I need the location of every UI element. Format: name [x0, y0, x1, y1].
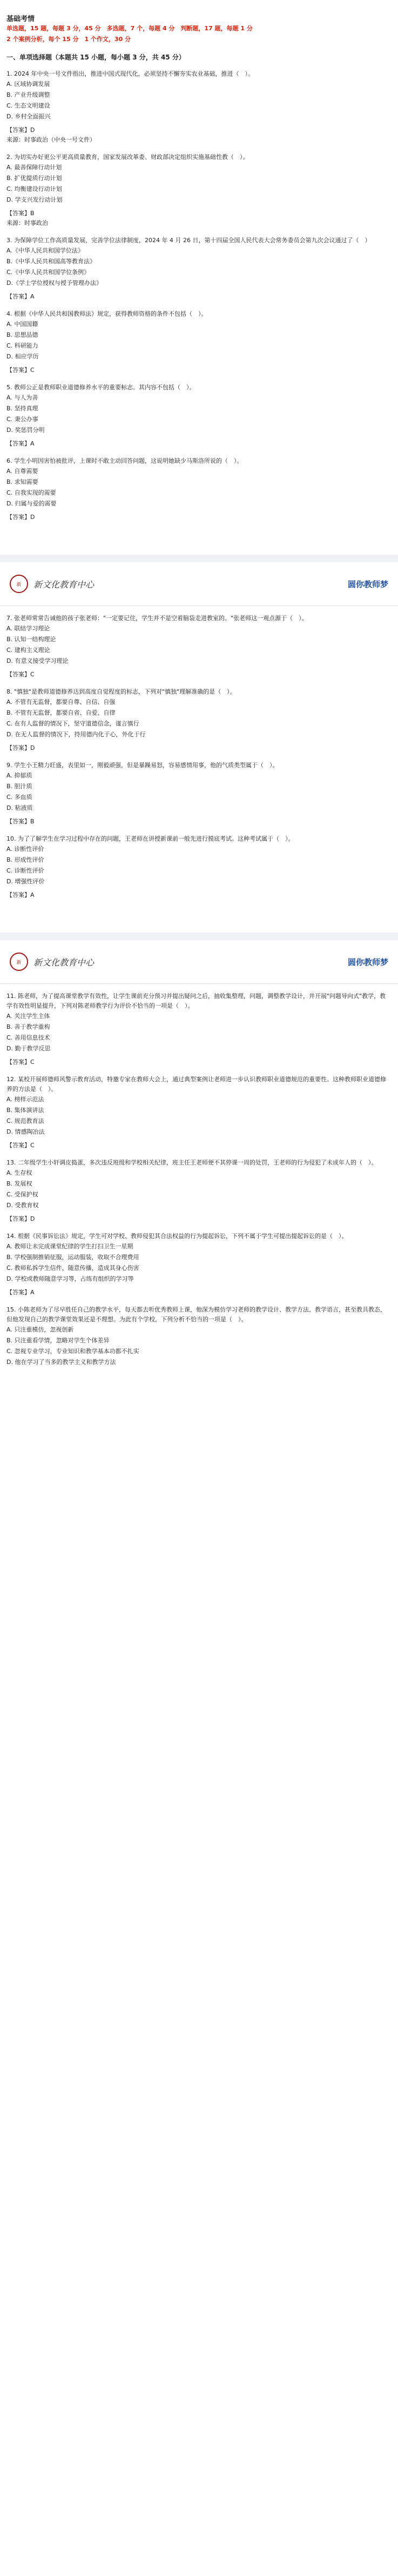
option-item: A.《中华人民共和国学位法》	[6, 247, 84, 254]
option-item: C. 均衡建设行动计划	[6, 185, 62, 192]
option-item: A. 中国国籍	[6, 321, 38, 328]
option-item: B. 形成性评价	[6, 856, 44, 863]
question-block	[6, 69, 392, 145]
option-item: D. 归属与爱的需要	[6, 500, 57, 507]
option-item: D.《学士学位授权与授予管理办法》	[6, 279, 102, 287]
answer-label: 【答案】B	[6, 210, 35, 217]
option-item: A. 榜样示范法	[6, 1096, 44, 1103]
option-item: B. 集体演讲法	[6, 1107, 44, 1114]
question-block	[6, 383, 392, 449]
option-item: D. 有意义接受学习理论	[6, 657, 69, 664]
section-heading: 一、单项选择题（本题共 15 小题，每小题 3 分，共 45 分）	[6, 54, 185, 61]
option-item: D. 相应学历	[6, 353, 39, 360]
question-text: 11. 陈老师，为了提高课堂教学有效性，让学生课前充分预习并提出疑问之后，抽收集整理，问题，调整教学设计，并开展"问题导向式"教学，教学有效性明显提升，下列对陈老师教学行为评价不恰当的一项是（ ）。	[6, 993, 386, 1009]
answer-label: 【答案】D	[6, 127, 35, 134]
option-item: A. 关注学生主体	[6, 1013, 50, 1020]
exam-rules-line-1: 单选题，15 题，每题 3 分，45 分 多选题，7 个，每题 4 分 判断题，17 题，每题 1 分	[6, 25, 253, 32]
option-item: C. 生态文明建设	[6, 102, 50, 109]
question-block	[6, 687, 392, 753]
answer-label: 【答案】D	[6, 1215, 35, 1222]
doc-title: 基础考情	[6, 15, 35, 23]
question-block	[6, 236, 392, 302]
question-text: 3. 为保障学位工作高质量发展，完善学位法律制度，2024 年 4 月 26 日，第十四届全国人民代表大会常务委员会第九次会议通过了（ ）	[6, 237, 371, 244]
option-item: D. 学支兴发行动计划	[6, 196, 63, 203]
option-item: C. 建构主义理论	[6, 647, 50, 654]
option-item: C. 教师私拆学生信件，随意传播，造成其身心伤害	[6, 1264, 139, 1272]
option-item: B. 不管有无监督，都要自省、自爱、自律	[6, 709, 116, 716]
seal-icon: 新	[10, 953, 28, 971]
answer-label: 【答案】A	[6, 1289, 35, 1296]
question-block	[6, 1158, 392, 1224]
answer-label: 【答案】D	[6, 744, 35, 751]
question-text: 10. 为了了解学生在学习过程中存在的问题，王老师在讲授新课前一般先进行摸底考试。这种考试属于（ ）。	[6, 835, 294, 842]
option-item: C. 多血质	[6, 794, 32, 801]
seal-icon: 新	[10, 575, 28, 593]
option-item: B. 坚持真理	[6, 405, 38, 412]
option-item: A. 诊断性评价	[6, 846, 44, 853]
page-separator	[0, 555, 398, 562]
option-item: A. 生存权	[6, 1169, 32, 1176]
option-item: D. 增强性评价	[6, 878, 45, 885]
source-note: 来源：时事政治（中央一号文件）	[6, 136, 96, 143]
option-item: D. 勤于教学反思	[6, 1045, 51, 1052]
option-item: B. 思想品德	[6, 331, 38, 338]
answer-label: 【答案】C	[6, 1059, 35, 1066]
question-block	[6, 834, 392, 900]
question-text: 12. 某校开展师德师风警示教育活动，特邀专家在教师大会上，通过典型案例让老师进一步认识教师职业道德规范的重要性。这种教师职业道德修养的方法是（ ）。	[6, 1076, 386, 1093]
option-item: B. 扩优提质行动计划	[6, 175, 62, 182]
option-item: B. 发展权	[6, 1180, 32, 1187]
page-separator	[0, 933, 398, 940]
option-item: B.《中华人民共和国高等教育法》	[6, 258, 96, 265]
answer-label: 【答案】C	[6, 671, 35, 678]
option-item: B. 求知需要	[6, 478, 38, 485]
option-item: D. 受教育权	[6, 1202, 39, 1209]
option-item: D. 学校或教师随意学习等，占练有组织的学习等	[6, 1275, 134, 1282]
answer-label: 【答案】A	[6, 293, 35, 300]
question-text: 5. 教师公正是教师职业道德修养水平的重要标志。其内容不包括（ ）。	[6, 384, 195, 391]
option-item: C. 自我实现的需要	[6, 489, 56, 496]
logo-text: 新文化教育中心	[33, 579, 95, 590]
question-text: 8. "慎独"是教师道德修养达到高度自觉程度的标志，下列对"慎独"理解准确的是（ ）。	[6, 688, 236, 695]
page-header	[0, 940, 398, 984]
logo	[10, 953, 94, 971]
question-text: 15. 小陈老师为了尽早胜任自己的教学水平，每天都去听优秀教师上课，他深为模仿学习老师的教学设计、教学方法、教学语言，甚至教具教态，但他发现自己的教学课堂效果还是不理想。为此有个学校，下列分析不恰当的一项是（ ）。	[6, 1306, 386, 1323]
option-item: A. 抑郁质	[6, 772, 32, 779]
answer-label: 【答案】D	[6, 514, 35, 521]
option-item: A. 只注重模仿，忽视创新	[6, 1326, 74, 1333]
question-block	[6, 456, 392, 522]
exam-rules-line-2: 2 个案例分析，每个 15 分 1 个作文，30 分	[6, 36, 131, 43]
question-text: 9. 学生小王精力旺盛，表里如一，刚毅顽强，但是暴躁易怒，容易感情用事，他的气质类型属于（ ）。	[6, 762, 279, 769]
question-text: 6. 学生小明因害怕被批评，上课时不敢主动回答问题，这说明她缺少马斯洛所说的（ ）。	[6, 457, 243, 464]
question-block	[6, 761, 392, 827]
option-item: B. 产业升级调整	[6, 91, 50, 98]
option-item: C. 科研能力	[6, 342, 38, 349]
page-header	[0, 562, 398, 606]
question-block	[6, 309, 392, 375]
question-text: 14. 根据《民事诉讼法》规定，学生可对学校、教师侵犯其合法权益的行为提起诉讼，下列不属于学生可提出提起诉讼的是（ ）。	[6, 1233, 348, 1240]
logo-text: 新文化教育中心	[33, 957, 95, 968]
option-item: D. 情感陶冶法	[6, 1128, 45, 1135]
option-item: D. 他在学习了当多的教学主义和教学方法	[6, 1359, 116, 1366]
logo	[10, 575, 94, 593]
option-item: A. 教师让未完成课堂纪律的学生打扫卫生一星期	[6, 1243, 133, 1250]
option-item: C. 在有人监督的情况下，坚守道德信念，谨言慎行	[6, 720, 139, 727]
question-block	[6, 152, 392, 228]
question-block	[6, 1232, 392, 1297]
option-item: C. 善用信息技术	[6, 1034, 50, 1041]
question-text: 4. 根据《中华人民共和国教师法》规定，获得教师资格的条件不包括（ ）。	[6, 310, 207, 317]
option-item: B. 胆汁质	[6, 783, 32, 790]
answer-label: 【答案】C	[6, 1142, 35, 1149]
answer-label: 【答案】B	[6, 818, 35, 825]
brand-slogan: 圆你教师梦	[347, 579, 388, 589]
option-item: A. 自尊需要	[6, 468, 38, 475]
option-item: C. 规范教育法	[6, 1117, 44, 1124]
answer-label: 【答案】A	[6, 440, 35, 447]
option-item: D. 乡村全面振兴	[6, 113, 51, 120]
question-block	[6, 991, 392, 1067]
brand-slogan: 圆你教师梦	[347, 957, 388, 967]
option-item: C. 诊断性评价	[6, 867, 44, 874]
source-note: 来源：时事政治	[6, 219, 48, 227]
question-text: 13. 二年级学生小轩调皮捣蛋，多次违反班级和学校相关纪律，班主任王老师便不其停课一周的处罚，王老师的行为侵犯了未成年人的（ ）。	[6, 1159, 377, 1166]
question-text: 1. 2024 年中央一号文件指出，推进中国式现代化，必须坚持不懈夯实农业基础，推进（ ）。	[6, 70, 254, 77]
option-item: B. 认知一结构理论	[6, 636, 56, 643]
option-item: A. 不管有无监督，都要自尊、自信、自强	[6, 698, 116, 705]
option-item: D. 粘液质	[6, 804, 33, 811]
question-block	[6, 614, 392, 680]
option-item: A. 区域协调发展	[6, 81, 50, 88]
question-block	[6, 1305, 392, 1368]
option-item: D. 奖惩罚分明	[6, 427, 45, 434]
answer-label: 【答案】C	[6, 367, 35, 374]
option-item: C. 受保护权	[6, 1191, 38, 1198]
option-item: B. 学校强制推销征服，运动服装，收取不合理费用	[6, 1254, 139, 1261]
question-block	[6, 1075, 392, 1150]
question-text: 2. 为切实办好更公平更高质量教育，国家发展改革委、财政部决定组织实施基础性教（ ）。	[6, 154, 249, 161]
option-item: B. 只注重看学情，忽略对学生个体差异	[6, 1337, 110, 1344]
option-item: A. 与人为善	[6, 394, 38, 401]
question-text: 7. 张老师常常告诫他的孩子张老师："一定要记住，学生并不是空着脑袋走进教室的。"张老师这一观点源于（ ）。	[6, 615, 308, 622]
option-item: C. 忽视专业学习，专业知识和教学基本功都不扎实	[6, 1348, 139, 1355]
answer-label: 【答案】A	[6, 891, 35, 898]
option-item: A. 联结学习理论	[6, 625, 50, 632]
option-item: B. 善于教学重构	[6, 1023, 50, 1030]
option-item: C. 秉公办事	[6, 416, 38, 423]
option-item: D. 在无人监督的情况下，持用德内化于心，外化于行	[6, 731, 146, 738]
option-item: C.《中华人民共和国学位条例》	[6, 269, 90, 276]
option-item: A. 最善保障行动计划	[6, 164, 62, 171]
